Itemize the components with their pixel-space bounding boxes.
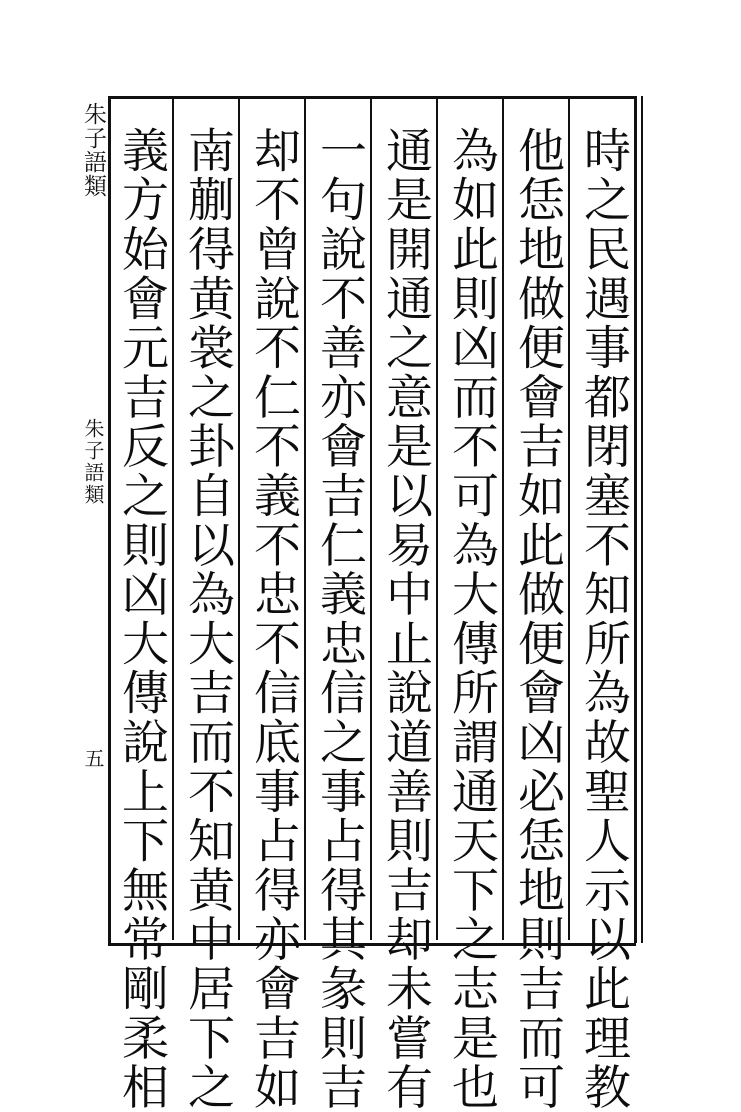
text-column-1: 時之民遇事都閉塞不知所為故聖人示以此理教 [576,126,631,1112]
column-divider [502,99,504,940]
text-column-4: 通是開通之意是以易中止說道善則吉却未嘗有 [378,126,433,1112]
text-column-5: 一句說不善亦會吉仁義忠信之事占得其彖則吉 [312,126,367,1112]
column-divider [172,99,174,940]
margin-title: 朱子語類 [80,102,106,198]
column-divider [238,99,240,940]
column-divider [436,99,438,940]
column-divider [370,99,372,940]
text-column-3: 為如此則凶而不可為大傳所謂通天下之志是也 [444,126,499,1112]
margin-column [78,96,111,943]
column-divider [304,99,306,940]
text-column-8: 義方始會元吉反之則凶大傳說上下無常剛柔相 [114,126,169,1112]
page-number: 五 [81,748,105,768]
column-divider [568,99,570,940]
border-right-inner [634,96,637,943]
text-column-6: 却不曾說不仁不義不忠不信底事占得亦會吉如 [246,126,301,1112]
margin-section: 朱子語類 [81,418,105,506]
border-right-outer [641,96,643,943]
text-column-7: 南蒯得黄裳之卦自以為大吉而不知黄中居下之 [180,126,235,1112]
text-column-2: 他恁地做便會吉如此做便會凶必恁地則吉而可 [510,126,565,1112]
